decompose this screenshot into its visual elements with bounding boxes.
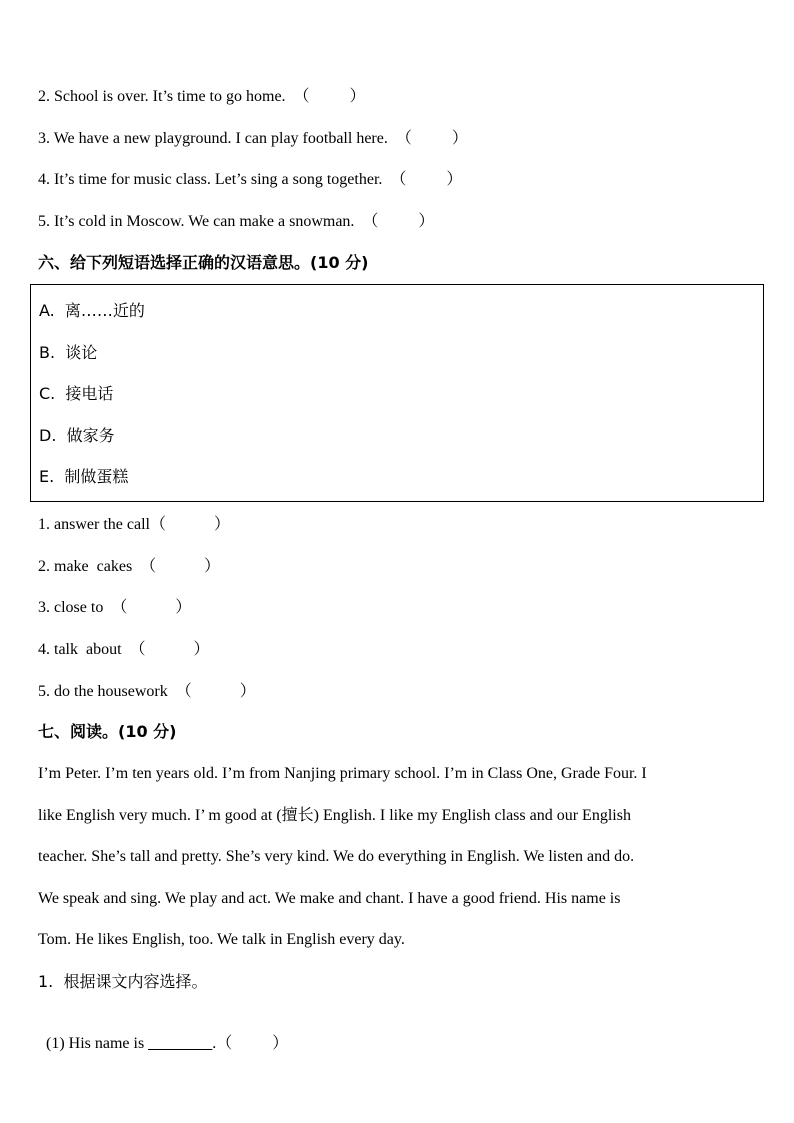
part7-heading: 七、阅读。(10 分) — [38, 722, 177, 741]
option-d: D. 做家务 — [39, 426, 115, 445]
part5-item-2: 2. School is over. It’s time to go home. （ ） — [38, 88, 366, 105]
passage-line-3: teacher. She’s tall and pretty. She’s very kind. We do everything in English. We listen and do. — [38, 848, 635, 865]
passage-line-4: We speak and sing. We play and act. We make and chant. I have a good friend. His name is — [38, 890, 621, 907]
part6-heading: 六、给下列短语选择正确的汉语意思。(10 分) — [38, 253, 369, 272]
option-a: A. 离……近的 — [39, 301, 145, 320]
part6-item-5: 5. do the housework （ ） — [38, 683, 256, 700]
part5-item-3: 3. We have a new playground. I can play football here. （ ） — [38, 130, 468, 147]
question-1-item-1 — [38, 1014, 288, 1054]
part6-item-3: 3. close to （ ） — [38, 599, 192, 616]
option-c: C. 接电话 — [39, 384, 114, 403]
part5-item-5: 5. It’s cold in Moscow. We can make a snowman. （ ） — [38, 213, 435, 230]
option-e: E. 制做蛋糕 — [39, 467, 129, 486]
question-text: (1) His name is — [46, 1035, 149, 1052]
option-b: B. 谈论 — [39, 343, 98, 362]
passage-line-5: Tom. He likes English, too. We talk in English every day. — [38, 931, 405, 948]
question-1-heading: 1. 根据课文内容选择。 — [38, 972, 208, 991]
answer-parentheses: .（ ） — [212, 1035, 289, 1052]
part5-item-4: 4. It’s time for music class. Let’s sing a song together. （ ） — [38, 171, 463, 188]
part6-item-4: 4. talk about （ ） — [38, 641, 210, 658]
options-box — [30, 284, 764, 502]
answer-blank: ________ — [148, 1035, 213, 1052]
passage-line-2: like English very much. I’ m good at (擅长) English. I like my English class and our English — [38, 807, 631, 824]
part6-item-2: 2. make cakes （ ） — [38, 558, 221, 575]
passage-line-1: I’m Peter. I’m ten years old. I’m from Nanjing primary school. I’m in Class One, Grade Four. I — [38, 765, 647, 782]
part6-item-1: 1. answer the call（ ） — [38, 516, 230, 533]
